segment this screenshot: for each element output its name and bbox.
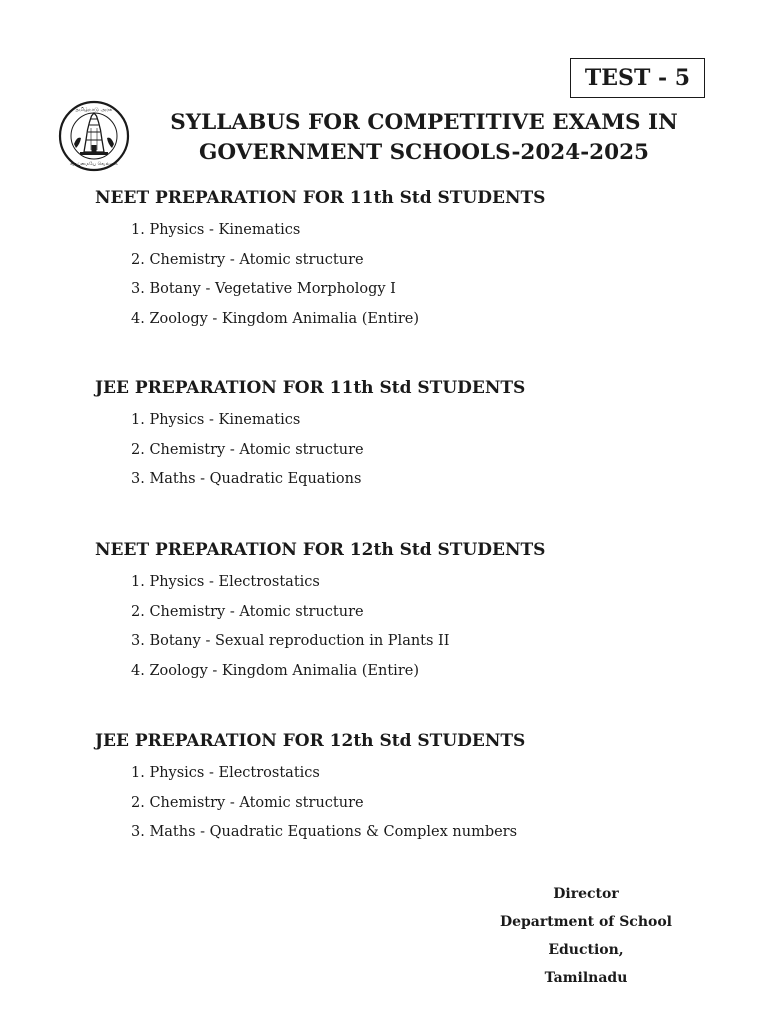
list-item: 1. Physics - Electrostatics bbox=[131, 574, 320, 590]
test-number-label: TEST - 5 bbox=[570, 58, 705, 98]
list-item: 3. Botany - Vegetative Morphology I bbox=[131, 281, 396, 297]
section-heading: NEET PREPARATION FOR 11th Std STUDENTS bbox=[95, 188, 546, 208]
signatory-title: Director bbox=[553, 886, 619, 902]
list-item: 2. Chemistry - Atomic structure bbox=[131, 251, 364, 268]
title-line-1: SYLLABUS FOR COMPETITIVE EXAMS IN bbox=[170, 110, 678, 135]
topic-list bbox=[95, 406, 525, 495]
topic-list bbox=[95, 216, 545, 334]
list-item: 1. Physics - Kinematics bbox=[131, 412, 301, 428]
page-title bbox=[150, 108, 698, 168]
section-heading: NEET PREPARATION FOR 12th Std STUDENTS bbox=[95, 540, 546, 560]
emblem-motto-text: வாய்மையே வெல்லும் bbox=[70, 162, 118, 167]
list-item: 2. Chemistry - Atomic structure bbox=[131, 441, 364, 458]
neet-12th-section bbox=[95, 539, 545, 686]
list-item: 1. Physics - Electrostatics bbox=[131, 765, 320, 781]
section-heading: JEE PREPARATION FOR 12th Std STUDENTS bbox=[95, 731, 526, 751]
list-item: 3. Botany - Sexual reproduction in Plants II bbox=[131, 633, 450, 649]
jee-12th-section bbox=[95, 730, 525, 848]
list-item: 4. Zoology - Kingdom Animalia (Entire) bbox=[131, 310, 419, 327]
topic-list bbox=[95, 568, 545, 686]
list-item: 3. Maths - Quadratic Equations & Complex numbers bbox=[131, 824, 518, 840]
tamilnadu-emblem-icon bbox=[58, 100, 130, 172]
topic-list bbox=[95, 759, 525, 848]
section-heading: JEE PREPARATION FOR 11th Std STUDENTS bbox=[95, 378, 526, 398]
neet-11th-section bbox=[95, 187, 545, 334]
signatory-department: Department of School Eduction, bbox=[499, 914, 673, 958]
emblem-top-text: தமிழ்நாடு அரசு bbox=[75, 107, 113, 113]
list-item: 2. Chemistry - Atomic structure bbox=[131, 794, 364, 811]
list-item: 2. Chemistry - Atomic structure bbox=[131, 603, 364, 620]
signatory-state: Tamilnadu bbox=[544, 970, 628, 986]
jee-11th-section bbox=[95, 377, 525, 495]
title-line-2: GOVERNMENT SCHOOLS-2024-2025 bbox=[199, 140, 649, 165]
director-signature-block bbox=[460, 880, 712, 992]
list-item: 1. Physics - Kinematics bbox=[131, 222, 301, 238]
list-item: 3. Maths - Quadratic Equations bbox=[131, 471, 362, 487]
list-item: 4. Zoology - Kingdom Animalia (Entire) bbox=[131, 662, 419, 679]
